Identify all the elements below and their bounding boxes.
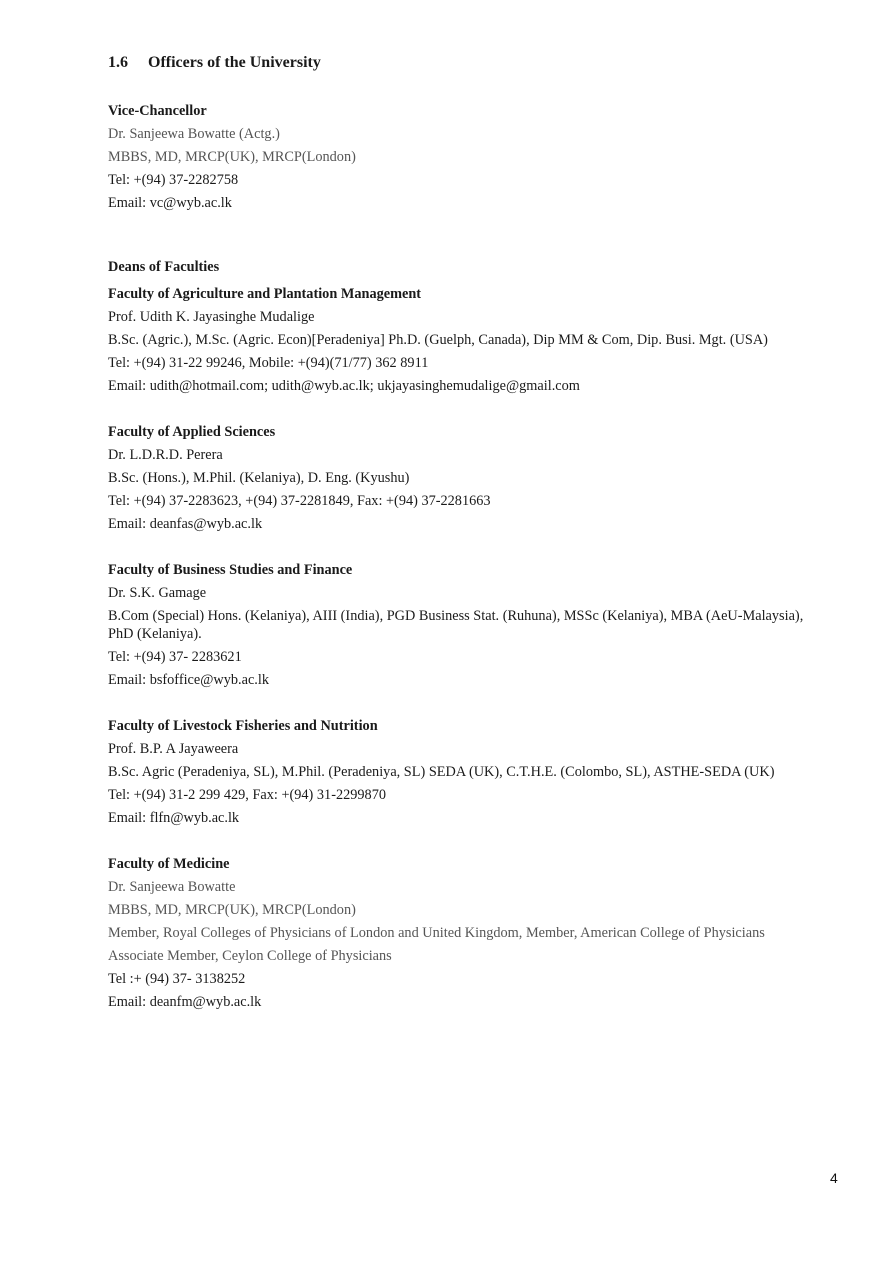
document-page (108, 52, 828, 1014)
faculty-business-section (108, 559, 828, 692)
vice-chancellor-name: Dr. Sanjeewa Bowatte (Actg.) (108, 126, 280, 142)
faculty-title: Faculty of Applied Sciences (108, 424, 276, 440)
dean-membership: Member, Royal Colleges of Physicians of London and United Kingdom, Member, American College of Physicians (108, 925, 765, 941)
faculty-title: Faculty of Livestock Fisheries and Nutrition (108, 718, 378, 734)
faculty-title: Faculty of Business Studies and Finance (108, 562, 353, 578)
faculty-medicine-section (108, 853, 828, 1014)
dean-tel: Tel :+ (94) 37- 3138252 (108, 971, 246, 987)
faculty-livestock-section (108, 715, 828, 830)
dean-tel: Tel: +(94) 31-22 99246, Mobile: +(94)(71/77) 362 8911 (108, 355, 429, 371)
vice-chancellor-tel: Tel: +(94) 37-2282758 (108, 172, 239, 188)
faculty-applied-sciences-section (108, 421, 828, 536)
dean-qualifications: B.Sc. (Hons.), M.Phil. (Kelaniya), D. Eng. (Kyushu) (108, 470, 410, 486)
faculty-agriculture-section (108, 283, 828, 398)
dean-qualifications: B.Sc. Agric (Peradeniya, SL), M.Phil. (Peradeniya, SL) SEDA (UK), C.T.H.E. (Colombo, SL), ASTHE-SEDA (UK) (108, 764, 775, 780)
vice-chancellor-title: Vice-Chancellor (108, 103, 207, 119)
section-title: Officers of the University (148, 54, 321, 71)
dean-email: Email: deanfm@wyb.ac.lk (108, 994, 262, 1010)
dean-name: Dr. Sanjeewa Bowatte (108, 879, 236, 895)
vice-chancellor-section (108, 100, 828, 215)
dean-email: Email: deanfas@wyb.ac.lk (108, 516, 263, 532)
section-number: 1.6 (108, 54, 128, 71)
dean-qualifications: MBBS, MD, MRCP(UK), MRCP(London) (108, 902, 356, 918)
dean-tel: Tel: +(94) 31-2 299 429, Fax: +(94) 31-2299870 (108, 787, 386, 803)
vice-chancellor-email: Email: vc@wyb.ac.lk (108, 195, 232, 211)
faculty-title: Faculty of Agriculture and Plantation Management (108, 286, 422, 302)
dean-email: Email: udith@hotmail.com; udith@wyb.ac.lk; ukjayasinghemudalige@gmail.com (108, 378, 580, 394)
dean-name: Prof. B.P. A Jayaweera (108, 741, 239, 757)
dean-email: Email: flfn@wyb.ac.lk (108, 810, 240, 826)
dean-qualifications: B.Com (Special) Hons. (Kelaniya), AIII (India), PGD Business Stat. (Ruhuna), MSSc (Kelaniya), MBA (AeU-Malaysia), PhD (Kelaniya). (108, 608, 804, 642)
deans-heading: Deans of Faculties (108, 259, 220, 275)
dean-name: Prof. Udith K. Jayasinghe Mudalige (108, 309, 315, 325)
dean-qualifications: B.Sc. (Agric.), M.Sc. (Agric. Econ)[Peradeniya] Ph.D. (Guelph, Canada), Dip MM & Com, Dip. Busi. Mgt. (USA) (108, 332, 768, 348)
page-number: 4 (830, 1170, 838, 1186)
section-heading (108, 52, 828, 74)
dean-associate-membership: Associate Member, Ceylon College of Physicians (108, 948, 392, 964)
dean-name: Dr. S.K. Gamage (108, 585, 207, 601)
vice-chancellor-qualifications: MBBS, MD, MRCP(UK), MRCP(London) (108, 149, 356, 165)
dean-tel: Tel: +(94) 37-2283623, +(94) 37-2281849, Fax: +(94) 37-2281663 (108, 493, 491, 509)
dean-email: Email: bsfoffice@wyb.ac.lk (108, 672, 269, 688)
faculty-title: Faculty of Medicine (108, 856, 230, 872)
dean-name: Dr. L.D.R.D. Perera (108, 447, 223, 463)
dean-tel: Tel: +(94) 37- 2283621 (108, 649, 242, 665)
